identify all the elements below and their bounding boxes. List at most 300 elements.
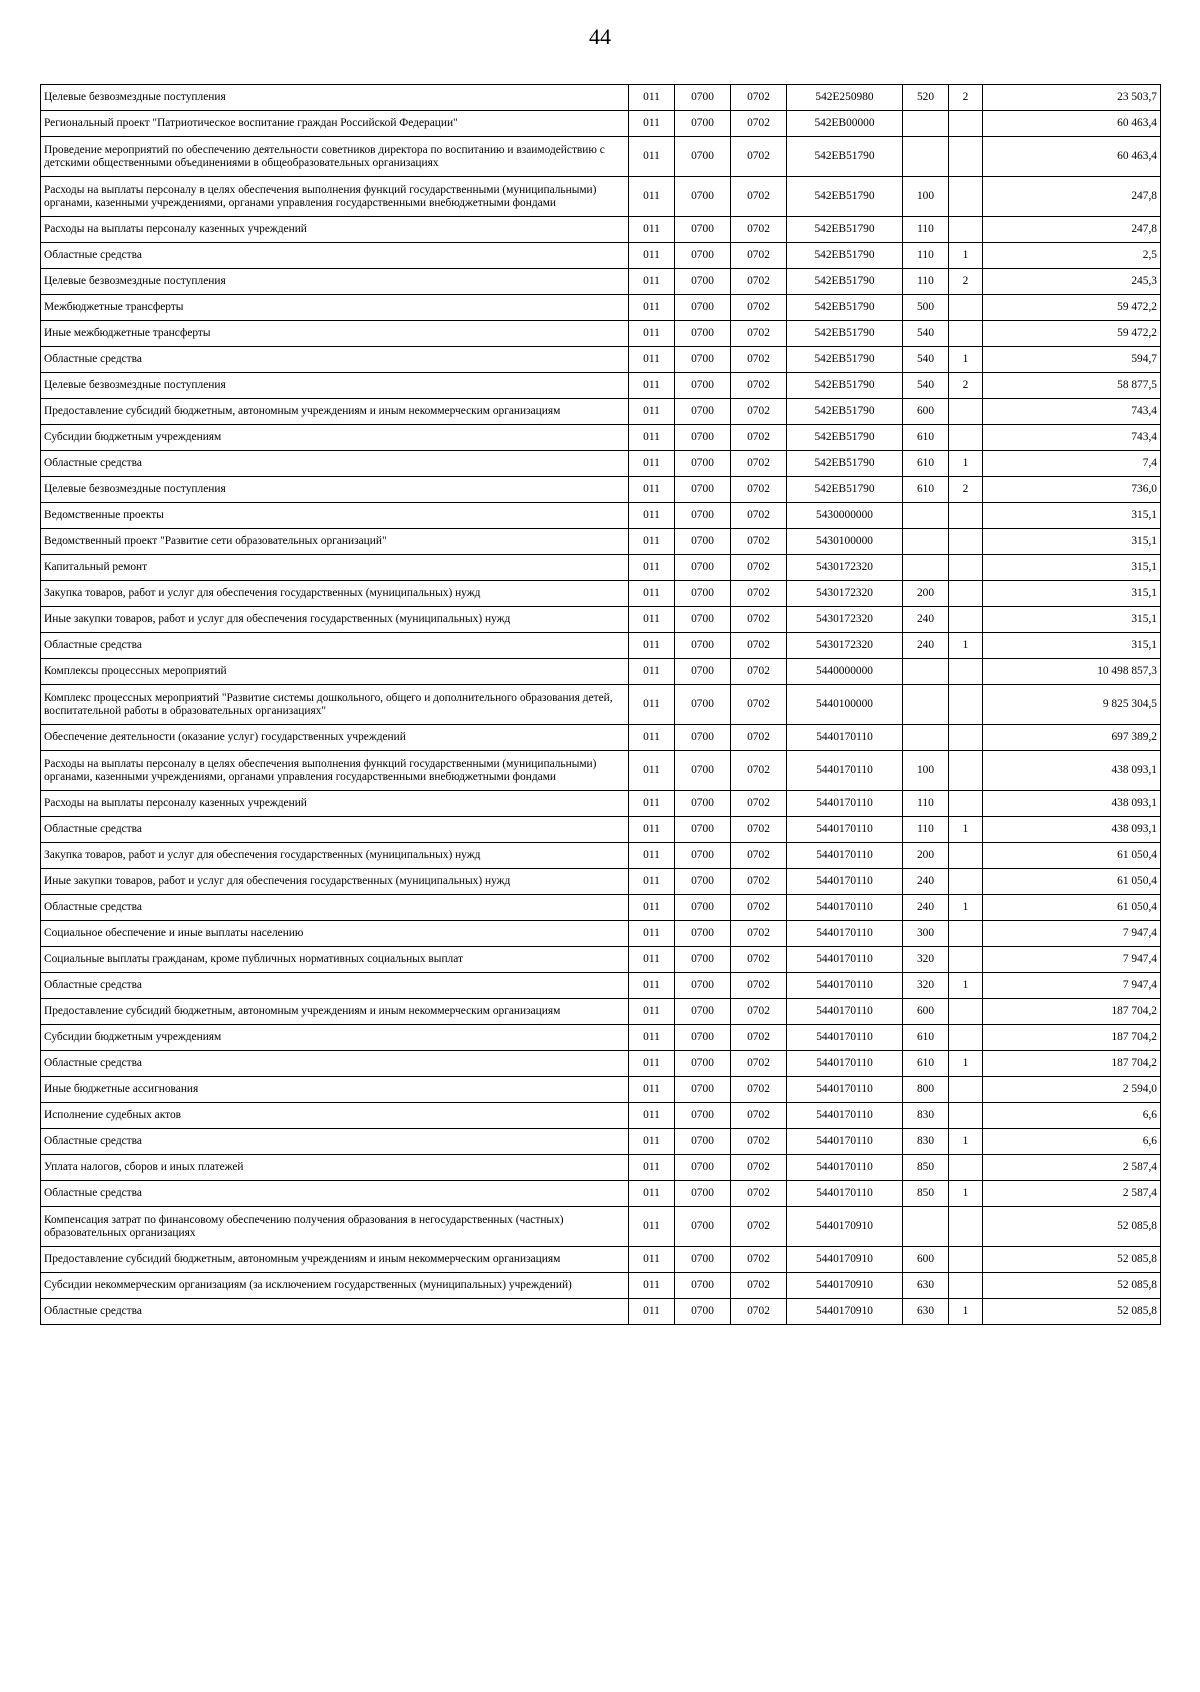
row-description: Целевые безвозмездные поступления bbox=[41, 85, 629, 111]
table-row bbox=[41, 751, 1161, 791]
row-description: Субсидии бюджетным учреждениям bbox=[41, 1025, 629, 1051]
row-expense-type-code: 610 bbox=[903, 477, 949, 503]
table-row bbox=[41, 1077, 1161, 1103]
row-funding-source-code bbox=[949, 999, 983, 1025]
row-section-code: 0700 bbox=[675, 751, 731, 791]
row-description: Закупка товаров, работ и услуг для обеспечения государственных (муниципальных) нужд bbox=[41, 843, 629, 869]
table-row bbox=[41, 1247, 1161, 1273]
row-grbs-code: 011 bbox=[629, 111, 675, 137]
row-grbs-code: 011 bbox=[629, 607, 675, 633]
row-section-code: 0700 bbox=[675, 659, 731, 685]
row-subsection-code: 0702 bbox=[731, 1273, 787, 1299]
row-section-code: 0700 bbox=[675, 1273, 731, 1299]
row-expense-type-code: 540 bbox=[903, 373, 949, 399]
row-funding-source-code: 2 bbox=[949, 477, 983, 503]
row-description: Уплата налогов, сборов и иных платежей bbox=[41, 1155, 629, 1181]
row-description: Областные средства bbox=[41, 347, 629, 373]
row-target-article-code: 542EB51790 bbox=[787, 217, 903, 243]
row-expense-type-code: 610 bbox=[903, 1025, 949, 1051]
row-target-article-code: 5440170910 bbox=[787, 1207, 903, 1247]
row-subsection-code: 0702 bbox=[731, 817, 787, 843]
row-amount: 61 050,4 bbox=[983, 895, 1161, 921]
row-section-code: 0700 bbox=[675, 1247, 731, 1273]
row-description: Социальные выплаты гражданам, кроме публичных нормативных социальных выплат bbox=[41, 947, 629, 973]
row-section-code: 0700 bbox=[675, 217, 731, 243]
row-funding-source-code bbox=[949, 791, 983, 817]
row-description: Комплекс процессных мероприятий "Развитие системы дошкольного, общего и дополнительного образования детей, воспитательной работы в образовательных организациях" bbox=[41, 685, 629, 725]
row-section-code: 0700 bbox=[675, 503, 731, 529]
row-amount: 6,6 bbox=[983, 1103, 1161, 1129]
table-row bbox=[41, 659, 1161, 685]
row-amount: 187 704,2 bbox=[983, 999, 1161, 1025]
row-grbs-code: 011 bbox=[629, 529, 675, 555]
row-amount: 7,4 bbox=[983, 451, 1161, 477]
page-number: 44 bbox=[589, 24, 611, 49]
row-grbs-code: 011 bbox=[629, 947, 675, 973]
row-description: Областные средства bbox=[41, 1129, 629, 1155]
row-funding-source-code bbox=[949, 921, 983, 947]
row-expense-type-code: 110 bbox=[903, 269, 949, 295]
row-section-code: 0700 bbox=[675, 321, 731, 347]
row-expense-type-code bbox=[903, 685, 949, 725]
table-row bbox=[41, 843, 1161, 869]
row-subsection-code: 0702 bbox=[731, 1025, 787, 1051]
row-expense-type-code: 520 bbox=[903, 85, 949, 111]
row-funding-source-code bbox=[949, 1077, 983, 1103]
row-expense-type-code bbox=[903, 659, 949, 685]
row-expense-type-code: 240 bbox=[903, 633, 949, 659]
row-expense-type-code: 600 bbox=[903, 1247, 949, 1273]
table-row bbox=[41, 1025, 1161, 1051]
row-funding-source-code bbox=[949, 1025, 983, 1051]
row-section-code: 0700 bbox=[675, 137, 731, 177]
row-subsection-code: 0702 bbox=[731, 477, 787, 503]
row-description: Комплексы процессных мероприятий bbox=[41, 659, 629, 685]
row-section-code: 0700 bbox=[675, 1077, 731, 1103]
row-description: Субсидии бюджетным учреждениям bbox=[41, 425, 629, 451]
row-amount: 743,4 bbox=[983, 425, 1161, 451]
row-section-code: 0700 bbox=[675, 529, 731, 555]
row-funding-source-code bbox=[949, 685, 983, 725]
row-section-code: 0700 bbox=[675, 295, 731, 321]
table-row bbox=[41, 451, 1161, 477]
row-subsection-code: 0702 bbox=[731, 607, 787, 633]
row-section-code: 0700 bbox=[675, 895, 731, 921]
table-row bbox=[41, 1155, 1161, 1181]
row-target-article-code: 5440170110 bbox=[787, 791, 903, 817]
row-subsection-code: 0702 bbox=[731, 1129, 787, 1155]
row-amount: 61 050,4 bbox=[983, 843, 1161, 869]
row-section-code: 0700 bbox=[675, 1129, 731, 1155]
row-subsection-code: 0702 bbox=[731, 177, 787, 217]
row-grbs-code: 011 bbox=[629, 217, 675, 243]
row-target-article-code: 542EB51790 bbox=[787, 425, 903, 451]
row-subsection-code: 0702 bbox=[731, 295, 787, 321]
row-target-article-code: 5440170110 bbox=[787, 1155, 903, 1181]
row-funding-source-code bbox=[949, 751, 983, 791]
table-row bbox=[41, 685, 1161, 725]
row-description: Областные средства bbox=[41, 895, 629, 921]
row-expense-type-code bbox=[903, 1207, 949, 1247]
row-section-code: 0700 bbox=[675, 947, 731, 973]
row-expense-type-code: 610 bbox=[903, 425, 949, 451]
row-section-code: 0700 bbox=[675, 1299, 731, 1325]
row-amount: 52 085,8 bbox=[983, 1207, 1161, 1247]
row-expense-type-code: 850 bbox=[903, 1181, 949, 1207]
row-expense-type-code: 850 bbox=[903, 1155, 949, 1181]
row-target-article-code: 542EB51790 bbox=[787, 295, 903, 321]
row-subsection-code: 0702 bbox=[731, 529, 787, 555]
row-expense-type-code bbox=[903, 529, 949, 555]
table-row bbox=[41, 633, 1161, 659]
row-subsection-code: 0702 bbox=[731, 1155, 787, 1181]
row-funding-source-code bbox=[949, 177, 983, 217]
row-grbs-code: 011 bbox=[629, 477, 675, 503]
row-section-code: 0700 bbox=[675, 843, 731, 869]
row-funding-source-code bbox=[949, 503, 983, 529]
budget-table-body bbox=[41, 85, 1161, 1325]
row-description: Предоставление субсидий бюджетным, автономным учреждениям и иным некоммерческим организациям bbox=[41, 999, 629, 1025]
row-funding-source-code bbox=[949, 843, 983, 869]
row-target-article-code: 542EB51790 bbox=[787, 137, 903, 177]
row-subsection-code: 0702 bbox=[731, 137, 787, 177]
table-row bbox=[41, 607, 1161, 633]
row-target-article-code: 542EB51790 bbox=[787, 347, 903, 373]
row-expense-type-code: 600 bbox=[903, 399, 949, 425]
row-amount: 6,6 bbox=[983, 1129, 1161, 1155]
row-amount: 315,1 bbox=[983, 633, 1161, 659]
row-grbs-code: 011 bbox=[629, 1181, 675, 1207]
row-funding-source-code bbox=[949, 529, 983, 555]
table-row bbox=[41, 895, 1161, 921]
row-grbs-code: 011 bbox=[629, 269, 675, 295]
row-target-article-code: 5440170110 bbox=[787, 725, 903, 751]
row-expense-type-code bbox=[903, 137, 949, 177]
row-target-article-code: 5440000000 bbox=[787, 659, 903, 685]
row-funding-source-code: 2 bbox=[949, 85, 983, 111]
row-description: Расходы на выплаты персоналу в целях обеспечения выполнения функций государственными (муниципальными) органами, казенными учреждениями, органами управления государственными внебюджетными фондами bbox=[41, 751, 629, 791]
row-target-article-code: 542EB51790 bbox=[787, 399, 903, 425]
row-description: Расходы на выплаты персоналу в целях обеспечения выполнения функций государственными (муниципальными) органами, казенными учреждениями, органами управления государственными внебюджетными фондами bbox=[41, 177, 629, 217]
row-funding-source-code bbox=[949, 111, 983, 137]
row-grbs-code: 011 bbox=[629, 685, 675, 725]
row-description: Областные средства bbox=[41, 1051, 629, 1077]
row-funding-source-code bbox=[949, 581, 983, 607]
row-description: Обеспечение деятельности (оказание услуг) государственных учреждений bbox=[41, 725, 629, 751]
row-funding-source-code: 1 bbox=[949, 347, 983, 373]
row-section-code: 0700 bbox=[675, 1207, 731, 1247]
row-section-code: 0700 bbox=[675, 399, 731, 425]
row-funding-source-code: 1 bbox=[949, 1299, 983, 1325]
row-grbs-code: 011 bbox=[629, 503, 675, 529]
table-row bbox=[41, 347, 1161, 373]
row-amount: 315,1 bbox=[983, 529, 1161, 555]
row-description: Областные средства bbox=[41, 243, 629, 269]
row-target-article-code: 5440170110 bbox=[787, 869, 903, 895]
row-subsection-code: 0702 bbox=[731, 1181, 787, 1207]
row-target-article-code: 542EB51790 bbox=[787, 177, 903, 217]
row-section-code: 0700 bbox=[675, 725, 731, 751]
row-grbs-code: 011 bbox=[629, 581, 675, 607]
row-expense-type-code: 600 bbox=[903, 999, 949, 1025]
row-subsection-code: 0702 bbox=[731, 921, 787, 947]
table-row bbox=[41, 1051, 1161, 1077]
row-expense-type-code bbox=[903, 503, 949, 529]
row-expense-type-code bbox=[903, 555, 949, 581]
row-description: Областные средства bbox=[41, 633, 629, 659]
row-subsection-code: 0702 bbox=[731, 555, 787, 581]
row-description: Субсидии некоммерческим организациям (за исключением государственных (муниципальных) учреждений) bbox=[41, 1273, 629, 1299]
table-row bbox=[41, 373, 1161, 399]
row-subsection-code: 0702 bbox=[731, 85, 787, 111]
row-funding-source-code: 1 bbox=[949, 973, 983, 999]
row-description: Областные средства bbox=[41, 973, 629, 999]
row-subsection-code: 0702 bbox=[731, 659, 787, 685]
table-row bbox=[41, 1299, 1161, 1325]
row-funding-source-code bbox=[949, 869, 983, 895]
row-grbs-code: 011 bbox=[629, 295, 675, 321]
row-target-article-code: 5440100000 bbox=[787, 685, 903, 725]
row-amount: 61 050,4 bbox=[983, 869, 1161, 895]
row-subsection-code: 0702 bbox=[731, 321, 787, 347]
row-grbs-code: 011 bbox=[629, 555, 675, 581]
row-section-code: 0700 bbox=[675, 425, 731, 451]
row-expense-type-code: 110 bbox=[903, 817, 949, 843]
row-funding-source-code: 1 bbox=[949, 1129, 983, 1155]
table-row bbox=[41, 425, 1161, 451]
row-description: Проведение мероприятий по обеспечению деятельности советников директора по воспитанию и взаимодействию с детскими общественными объединениями в общеобразовательных организациях bbox=[41, 137, 629, 177]
row-expense-type-code: 320 bbox=[903, 947, 949, 973]
row-grbs-code: 011 bbox=[629, 425, 675, 451]
row-description: Исполнение судебных актов bbox=[41, 1103, 629, 1129]
row-funding-source-code: 2 bbox=[949, 373, 983, 399]
row-amount: 247,8 bbox=[983, 217, 1161, 243]
row-subsection-code: 0702 bbox=[731, 111, 787, 137]
row-section-code: 0700 bbox=[675, 607, 731, 633]
row-amount: 2 587,4 bbox=[983, 1181, 1161, 1207]
row-subsection-code: 0702 bbox=[731, 751, 787, 791]
row-description: Предоставление субсидий бюджетным, автономным учреждениям и иным некоммерческим организациям bbox=[41, 399, 629, 425]
row-description: Областные средства bbox=[41, 1181, 629, 1207]
row-expense-type-code: 300 bbox=[903, 921, 949, 947]
row-section-code: 0700 bbox=[675, 347, 731, 373]
row-expense-type-code: 800 bbox=[903, 1077, 949, 1103]
row-grbs-code: 011 bbox=[629, 347, 675, 373]
row-grbs-code: 011 bbox=[629, 1273, 675, 1299]
row-amount: 594,7 bbox=[983, 347, 1161, 373]
row-grbs-code: 011 bbox=[629, 1025, 675, 1051]
row-subsection-code: 0702 bbox=[731, 1051, 787, 1077]
row-expense-type-code bbox=[903, 111, 949, 137]
row-amount: 7 947,4 bbox=[983, 947, 1161, 973]
row-amount: 60 463,4 bbox=[983, 111, 1161, 137]
row-amount: 315,1 bbox=[983, 607, 1161, 633]
budget-table bbox=[40, 84, 1161, 1325]
row-grbs-code: 011 bbox=[629, 373, 675, 399]
row-subsection-code: 0702 bbox=[731, 947, 787, 973]
row-section-code: 0700 bbox=[675, 869, 731, 895]
row-subsection-code: 0702 bbox=[731, 725, 787, 751]
row-funding-source-code: 1 bbox=[949, 633, 983, 659]
row-amount: 59 472,2 bbox=[983, 295, 1161, 321]
row-expense-type-code: 240 bbox=[903, 607, 949, 633]
row-grbs-code: 011 bbox=[629, 1207, 675, 1247]
row-expense-type-code: 500 bbox=[903, 295, 949, 321]
row-grbs-code: 011 bbox=[629, 1155, 675, 1181]
row-expense-type-code: 200 bbox=[903, 843, 949, 869]
table-row bbox=[41, 295, 1161, 321]
row-target-article-code: 5440170110 bbox=[787, 999, 903, 1025]
row-description: Закупка товаров, работ и услуг для обеспечения государственных (муниципальных) нужд bbox=[41, 581, 629, 607]
row-target-article-code: 5440170110 bbox=[787, 921, 903, 947]
row-section-code: 0700 bbox=[675, 791, 731, 817]
row-amount: 59 472,2 bbox=[983, 321, 1161, 347]
row-funding-source-code bbox=[949, 725, 983, 751]
table-row bbox=[41, 947, 1161, 973]
row-description: Ведомственные проекты bbox=[41, 503, 629, 529]
row-target-article-code: 5440170910 bbox=[787, 1299, 903, 1325]
row-section-code: 0700 bbox=[675, 373, 731, 399]
row-funding-source-code: 1 bbox=[949, 1051, 983, 1077]
row-target-article-code: 5440170110 bbox=[787, 1025, 903, 1051]
row-grbs-code: 011 bbox=[629, 921, 675, 947]
row-amount: 438 093,1 bbox=[983, 751, 1161, 791]
row-grbs-code: 011 bbox=[629, 659, 675, 685]
row-expense-type-code: 110 bbox=[903, 243, 949, 269]
row-expense-type-code bbox=[903, 725, 949, 751]
table-row bbox=[41, 921, 1161, 947]
row-grbs-code: 011 bbox=[629, 725, 675, 751]
row-grbs-code: 011 bbox=[629, 633, 675, 659]
row-amount: 52 085,8 bbox=[983, 1299, 1161, 1325]
table-row bbox=[41, 999, 1161, 1025]
row-amount: 7 947,4 bbox=[983, 973, 1161, 999]
row-amount: 245,3 bbox=[983, 269, 1161, 295]
row-target-article-code: 5440170110 bbox=[787, 1129, 903, 1155]
row-amount: 187 704,2 bbox=[983, 1051, 1161, 1077]
row-section-code: 0700 bbox=[675, 1181, 731, 1207]
row-funding-source-code bbox=[949, 1155, 983, 1181]
row-grbs-code: 011 bbox=[629, 137, 675, 177]
row-description: Компенсация затрат по финансовому обеспечению получения образования в негосударственных (частных) образовательных организациях bbox=[41, 1207, 629, 1247]
row-subsection-code: 0702 bbox=[731, 869, 787, 895]
table-row bbox=[41, 477, 1161, 503]
row-amount: 736,0 bbox=[983, 477, 1161, 503]
row-target-article-code: 5440170110 bbox=[787, 947, 903, 973]
row-grbs-code: 011 bbox=[629, 177, 675, 217]
row-subsection-code: 0702 bbox=[731, 791, 787, 817]
table-row bbox=[41, 503, 1161, 529]
row-amount: 10 498 857,3 bbox=[983, 659, 1161, 685]
row-funding-source-code bbox=[949, 1103, 983, 1129]
row-expense-type-code: 110 bbox=[903, 791, 949, 817]
row-subsection-code: 0702 bbox=[731, 843, 787, 869]
row-section-code: 0700 bbox=[675, 1025, 731, 1051]
row-amount: 438 093,1 bbox=[983, 817, 1161, 843]
row-subsection-code: 0702 bbox=[731, 217, 787, 243]
row-funding-source-code bbox=[949, 217, 983, 243]
row-section-code: 0700 bbox=[675, 269, 731, 295]
row-grbs-code: 011 bbox=[629, 1103, 675, 1129]
row-grbs-code: 011 bbox=[629, 843, 675, 869]
row-amount: 60 463,4 bbox=[983, 137, 1161, 177]
row-target-article-code: 5440170110 bbox=[787, 973, 903, 999]
row-description: Областные средства bbox=[41, 451, 629, 477]
row-target-article-code: 542EB51790 bbox=[787, 243, 903, 269]
row-grbs-code: 011 bbox=[629, 1299, 675, 1325]
row-amount: 438 093,1 bbox=[983, 791, 1161, 817]
row-amount: 187 704,2 bbox=[983, 1025, 1161, 1051]
row-expense-type-code: 240 bbox=[903, 869, 949, 895]
row-description: Иные межбюджетные трансферты bbox=[41, 321, 629, 347]
table-row bbox=[41, 111, 1161, 137]
row-grbs-code: 011 bbox=[629, 869, 675, 895]
table-row bbox=[41, 869, 1161, 895]
row-subsection-code: 0702 bbox=[731, 399, 787, 425]
row-target-article-code: 5440170910 bbox=[787, 1273, 903, 1299]
row-amount: 2 594,0 bbox=[983, 1077, 1161, 1103]
row-subsection-code: 0702 bbox=[731, 999, 787, 1025]
row-section-code: 0700 bbox=[675, 1051, 731, 1077]
table-row bbox=[41, 529, 1161, 555]
table-row bbox=[41, 85, 1161, 111]
row-amount: 9 825 304,5 bbox=[983, 685, 1161, 725]
table-row bbox=[41, 321, 1161, 347]
row-target-article-code: 5440170110 bbox=[787, 843, 903, 869]
table-row bbox=[41, 581, 1161, 607]
row-grbs-code: 011 bbox=[629, 399, 675, 425]
row-grbs-code: 011 bbox=[629, 85, 675, 111]
row-expense-type-code: 200 bbox=[903, 581, 949, 607]
row-amount: 2,5 bbox=[983, 243, 1161, 269]
table-row bbox=[41, 555, 1161, 581]
row-funding-source-code bbox=[949, 1207, 983, 1247]
row-amount: 52 085,8 bbox=[983, 1247, 1161, 1273]
row-target-article-code: 542EB51790 bbox=[787, 477, 903, 503]
row-amount: 247,8 bbox=[983, 177, 1161, 217]
table-row bbox=[41, 817, 1161, 843]
row-expense-type-code: 630 bbox=[903, 1299, 949, 1325]
row-expense-type-code: 540 bbox=[903, 321, 949, 347]
row-grbs-code: 011 bbox=[629, 1247, 675, 1273]
table-row bbox=[41, 725, 1161, 751]
row-subsection-code: 0702 bbox=[731, 973, 787, 999]
table-row bbox=[41, 1273, 1161, 1299]
row-grbs-code: 011 bbox=[629, 999, 675, 1025]
row-grbs-code: 011 bbox=[629, 895, 675, 921]
row-subsection-code: 0702 bbox=[731, 503, 787, 529]
row-funding-source-code: 1 bbox=[949, 1181, 983, 1207]
row-subsection-code: 0702 bbox=[731, 685, 787, 725]
row-amount: 315,1 bbox=[983, 555, 1161, 581]
row-grbs-code: 011 bbox=[629, 1129, 675, 1155]
row-section-code: 0700 bbox=[675, 555, 731, 581]
table-row bbox=[41, 1103, 1161, 1129]
row-expense-type-code: 100 bbox=[903, 177, 949, 217]
row-subsection-code: 0702 bbox=[731, 895, 787, 921]
row-description: Межбюджетные трансферты bbox=[41, 295, 629, 321]
row-target-article-code: 5430172320 bbox=[787, 555, 903, 581]
row-description: Расходы на выплаты персоналу казенных учреждений bbox=[41, 217, 629, 243]
table-row bbox=[41, 791, 1161, 817]
row-grbs-code: 011 bbox=[629, 1051, 675, 1077]
row-expense-type-code: 830 bbox=[903, 1103, 949, 1129]
row-target-article-code: 542EB51790 bbox=[787, 269, 903, 295]
table-row bbox=[41, 217, 1161, 243]
row-amount: 23 503,7 bbox=[983, 85, 1161, 111]
row-expense-type-code: 240 bbox=[903, 895, 949, 921]
table-row bbox=[41, 243, 1161, 269]
